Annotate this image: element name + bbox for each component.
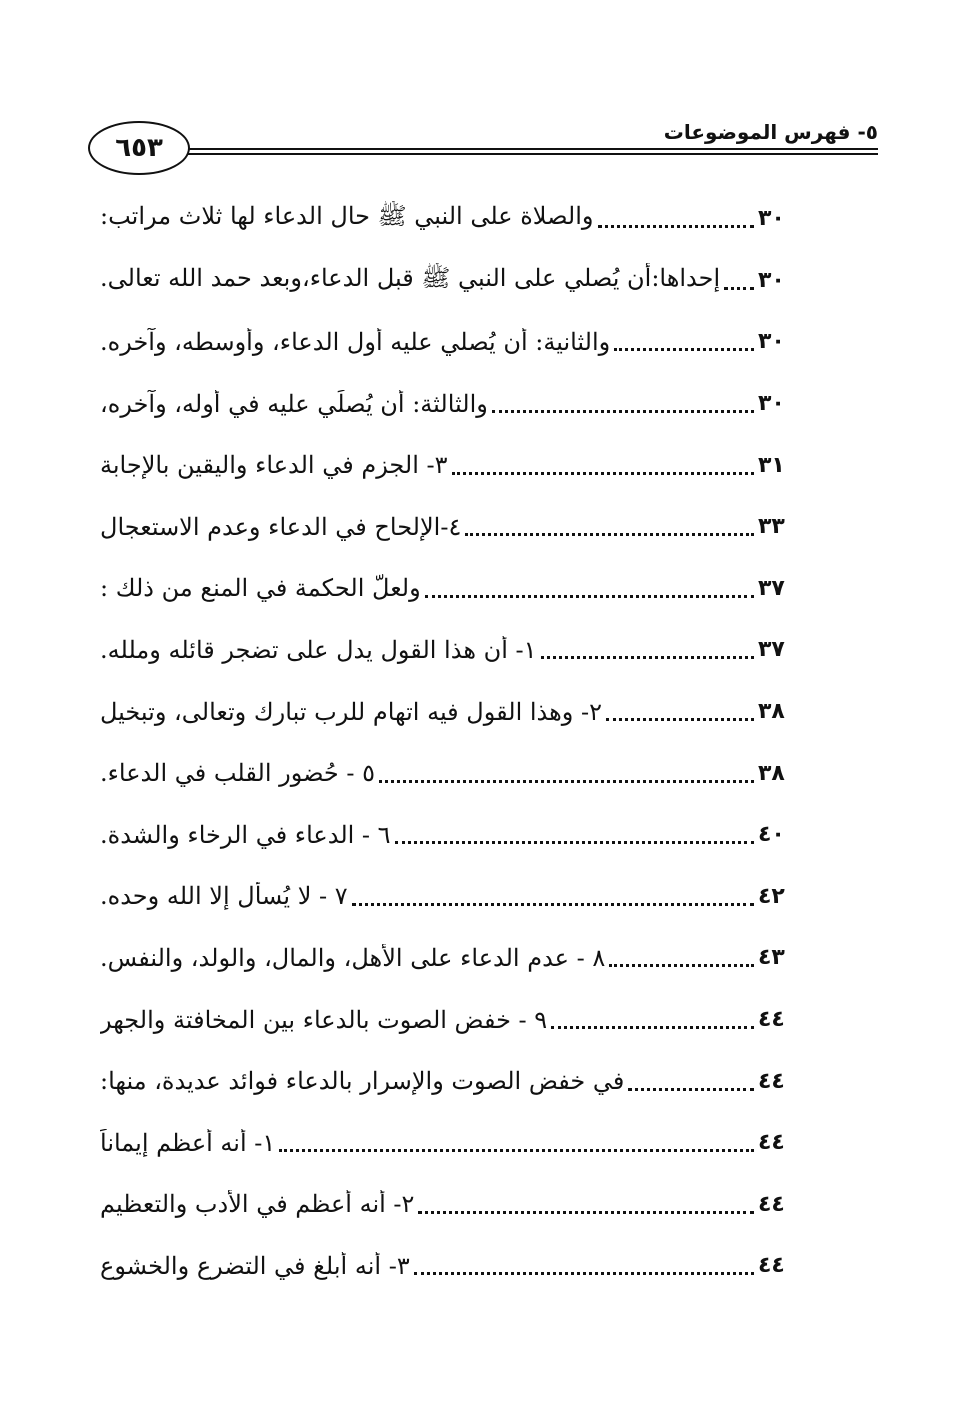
- entry-title: ٥ - حُضور القلب في الدعاء.: [100, 759, 376, 788]
- list-item: [100, 619, 798, 681]
- list-item: [100, 434, 798, 496]
- entry-page-number: ٤٠: [758, 822, 785, 848]
- entry-page-number: ٣٨: [758, 760, 785, 786]
- entry-title: ٢- وهذا القول فيه اتهام للرب تبارك وتعالى، وتبخيل: [100, 697, 603, 726]
- dot-leader: [551, 1002, 754, 1029]
- list-item: [100, 1235, 798, 1297]
- list-item: [100, 804, 798, 866]
- list-item: [100, 496, 798, 558]
- dot-leader: [492, 386, 754, 413]
- list-item: [100, 989, 798, 1051]
- entry-title: ٣- أنه أبلغ في التضرع والخشوع: [100, 1251, 410, 1280]
- dot-leader: [614, 324, 754, 351]
- header-double-rule: [180, 148, 878, 155]
- entry-page-number: ٤٤: [758, 1007, 785, 1033]
- entry-title: ٣- الجزم في الدعاء واليقين بالإجابة: [100, 451, 448, 480]
- list-item: [100, 1174, 798, 1236]
- list-item: [100, 742, 798, 804]
- entry-page-number: ٤٤: [758, 1191, 785, 1217]
- entry-title: ١- أن هذا القول يدل على تضجر قائله وملله.: [100, 635, 537, 664]
- dot-leader: [465, 509, 754, 536]
- dot-leader: [352, 879, 754, 906]
- list-item: [100, 188, 798, 250]
- entry-page-number: ٣١: [758, 452, 785, 478]
- dot-leader: [414, 1248, 754, 1275]
- dot-leader: [628, 1064, 754, 1091]
- dot-leader: [395, 817, 754, 844]
- entry-page-number: ٣٨: [758, 699, 785, 725]
- list-item: [100, 1050, 798, 1112]
- entry-title: والثانية: أن يُصلي عليه أول الدعاء، وأوسطه، وآخره.: [100, 327, 611, 356]
- dot-leader: [452, 448, 754, 475]
- dot-leader: [606, 694, 754, 721]
- section-title: ٥- فهرس الموضوعات: [654, 118, 878, 146]
- dot-leader: [279, 1125, 754, 1152]
- list-item: [100, 681, 798, 743]
- entry-page-number: ٣٣: [758, 514, 785, 540]
- entry-title: والثالثة: أن يُصلِّي عليه في أوله، وآخره،: [100, 389, 488, 418]
- dot-leader: [418, 1187, 754, 1214]
- entry-page-number: ٣٠: [758, 391, 785, 417]
- entry-title: ٨ - عدم الدعاء على الأهل، والمال، والولد، والنفس.: [100, 943, 606, 972]
- entry-title: إحداها:أن يُصلي على النبي ﷺ قبل الدعاء،وبعد حمد الله تعالى.: [100, 263, 721, 292]
- entry-title: ٦ - الدعاء في الرخاء والشدة.: [100, 820, 391, 849]
- dot-leader: [425, 571, 754, 598]
- entry-page-number: ٤٣: [758, 945, 785, 971]
- entry-title: ١- أنه أعظم إيماناً: [100, 1128, 276, 1157]
- entry-title: ولعلّ الحكمة في المنع من ذلك :: [100, 574, 421, 603]
- entry-page-number: ٣٠: [758, 206, 785, 232]
- entry-title: ٧ - لا يُسأل إلا الله وحده.: [100, 882, 348, 911]
- dot-leader: [724, 263, 754, 290]
- entry-title: في خفض الصوت والإسرار بالدعاء فوائد عديدة، منها:: [100, 1067, 625, 1096]
- entry-title: والصلاة على النبي ﷺ حال الدعاء لها ثلاث مراتب:: [100, 202, 594, 231]
- entry-title: ٤-الإلحاح في الدعاء وعدم الاستعجال: [100, 512, 462, 541]
- entry-page-number: ٣٠: [758, 329, 785, 355]
- list-item: [100, 373, 798, 435]
- dot-leader: [609, 940, 754, 967]
- entry-page-number: ٤٤: [758, 1130, 785, 1156]
- list-item: [100, 1112, 798, 1174]
- entry-title: ٩ - خفض الصوت بالدعاء بين المخافتة والجهر: [100, 1005, 548, 1034]
- page-number: ٦٥٣: [88, 121, 190, 175]
- entry-page-number: ٤٤: [758, 1068, 785, 1094]
- entry-page-number: ٤٢: [758, 883, 785, 909]
- entry-title: ٢- أنه أعظم في الأدب والتعظيم: [100, 1190, 415, 1219]
- list-item: [100, 866, 798, 928]
- entry-page-number: ٤٤: [758, 1253, 785, 1279]
- list-item: [100, 250, 798, 312]
- page-header: [88, 118, 878, 178]
- list-item: [100, 311, 798, 373]
- entry-page-number: ٣٠: [758, 267, 785, 293]
- dot-leader: [598, 201, 755, 228]
- table-of-contents: [100, 188, 798, 1297]
- dot-leader: [379, 756, 754, 783]
- dot-leader: [541, 632, 754, 659]
- list-item: [100, 927, 798, 989]
- list-item: [100, 558, 798, 620]
- entry-page-number: ٣٧: [758, 575, 785, 601]
- entry-page-number: ٣٧: [758, 637, 785, 663]
